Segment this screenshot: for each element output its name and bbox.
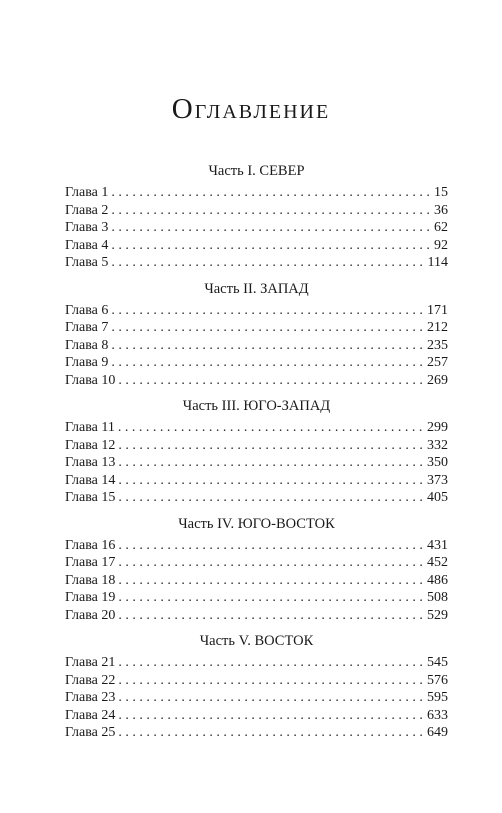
toc-entry[interactable] — [65, 537, 448, 555]
toc-entry[interactable] — [65, 572, 448, 590]
chapter-label: Глава 15 — [65, 490, 116, 505]
dot-leader — [111, 302, 424, 320]
dot-leader — [111, 354, 424, 372]
chapter-label: Глава 10 — [65, 372, 116, 388]
chapter-label: Глава 25 — [65, 725, 116, 740]
part-section — [65, 632, 448, 742]
dot-leader — [118, 489, 424, 507]
page-number: 508 — [427, 590, 448, 605]
page-number: 350 — [427, 455, 448, 470]
page-number: 452 — [427, 555, 448, 570]
dot-leader — [118, 689, 424, 707]
dot-leader — [111, 337, 424, 355]
page-number: 257 — [427, 355, 448, 370]
part-title: Часть V. ВОСТОК — [199, 633, 314, 649]
dot-leader — [118, 707, 424, 725]
chapter-label: Глава 13 — [65, 455, 116, 470]
dot-leader — [118, 672, 424, 690]
toc-entry[interactable] — [65, 219, 448, 237]
page-number: 15 — [434, 185, 448, 200]
page-number: 545 — [427, 655, 448, 670]
toc-entry[interactable] — [65, 337, 448, 355]
dot-leader — [118, 472, 424, 490]
page-title: Оглавление — [171, 93, 331, 125]
page-number: 171 — [427, 302, 448, 318]
chapter-label: Глава 7 — [65, 320, 109, 335]
toc-entry[interactable] — [65, 489, 448, 507]
dot-leader — [111, 202, 431, 220]
toc-entry[interactable] — [65, 437, 448, 455]
toc-entry[interactable] — [65, 184, 448, 202]
part-section — [65, 162, 448, 272]
dot-leader — [118, 589, 424, 607]
chapter-label: Глава 24 — [65, 707, 116, 723]
page-number: 92 — [434, 237, 448, 253]
page-number: 332 — [427, 437, 448, 453]
chapter-label: Глава 5 — [65, 255, 109, 270]
toc-entry[interactable] — [65, 319, 448, 337]
toc-entry[interactable] — [65, 472, 448, 490]
toc-entry[interactable] — [65, 302, 448, 320]
page-number: 486 — [427, 572, 448, 588]
toc-entry[interactable] — [65, 254, 448, 272]
page-number: 299 — [427, 420, 448, 435]
dot-leader — [118, 419, 424, 437]
toc-entry[interactable] — [65, 372, 448, 390]
part-section — [65, 280, 448, 390]
chapter-label: Глава 1 — [65, 185, 109, 200]
chapter-label: Глава 6 — [65, 302, 109, 318]
page-number: 649 — [427, 725, 448, 740]
chapter-label: Глава 23 — [65, 690, 116, 705]
chapter-label: Глава 21 — [65, 655, 116, 670]
toc-entry[interactable] — [65, 554, 448, 572]
dot-leader — [118, 654, 424, 672]
chapter-label: Глава 19 — [65, 590, 116, 605]
table-of-contents — [65, 162, 448, 742]
dot-leader — [118, 437, 424, 455]
toc-entry[interactable] — [65, 607, 448, 625]
toc-entry[interactable] — [65, 689, 448, 707]
page-number: 235 — [427, 337, 448, 353]
toc-entry[interactable] — [65, 724, 448, 742]
dot-leader — [118, 572, 424, 590]
chapter-label: Глава 22 — [65, 672, 116, 688]
toc-entry[interactable] — [65, 454, 448, 472]
page-number: 633 — [427, 707, 448, 723]
page-number: 212 — [427, 320, 448, 335]
chapter-label: Глава 14 — [65, 472, 116, 488]
part-title: Часть II. ЗАПАД — [204, 280, 309, 297]
chapter-label: Глава 3 — [65, 220, 109, 235]
dot-leader — [118, 537, 424, 555]
part-section — [65, 515, 448, 625]
toc-entry[interactable] — [65, 672, 448, 690]
page-number: 62 — [434, 220, 448, 235]
dot-leader — [118, 724, 424, 742]
chapter-label: Глава 18 — [65, 572, 116, 588]
toc-entry[interactable] — [65, 354, 448, 372]
page-number: 405 — [427, 490, 448, 505]
dot-leader — [111, 237, 431, 255]
toc-entry[interactable] — [65, 707, 448, 725]
part-title: Часть III. ЮГО-ЗАПАД — [182, 398, 331, 414]
chapter-label: Глава 2 — [65, 202, 109, 218]
toc-entry[interactable] — [65, 654, 448, 672]
toc-entry[interactable] — [65, 202, 448, 220]
dot-leader — [118, 554, 424, 572]
chapter-label: Глава 17 — [65, 555, 116, 570]
dot-leader — [111, 184, 431, 202]
chapter-label: Глава 11 — [65, 420, 115, 435]
dot-leader — [111, 219, 431, 237]
toc-entry[interactable] — [65, 419, 448, 437]
chapter-label: Глава 20 — [65, 607, 116, 623]
chapter-label: Глава 9 — [65, 355, 109, 370]
page-number: 36 — [434, 202, 448, 218]
part-section — [65, 397, 448, 507]
toc-entry[interactable] — [65, 237, 448, 255]
page-number: 373 — [427, 472, 448, 488]
page-number: 269 — [427, 372, 448, 388]
dot-leader — [111, 319, 424, 337]
page-number: 576 — [427, 672, 448, 688]
chapter-label: Глава 16 — [65, 537, 116, 553]
part-title: Часть IV. ЮГО-ВОСТОК — [178, 515, 335, 532]
page-number: 431 — [427, 537, 448, 553]
chapter-label: Глава 8 — [65, 337, 109, 353]
page-number: 595 — [427, 690, 448, 705]
part-title: Часть I. СЕВЕР — [208, 163, 305, 179]
chapter-label: Глава 12 — [65, 437, 116, 453]
toc-entry[interactable] — [65, 589, 448, 607]
page-number: 529 — [427, 607, 448, 623]
dot-leader — [111, 254, 424, 272]
dot-leader — [118, 454, 424, 472]
chapter-label: Глава 4 — [65, 237, 109, 253]
dot-leader — [118, 372, 424, 390]
dot-leader — [118, 607, 424, 625]
page-number: 114 — [427, 255, 448, 270]
